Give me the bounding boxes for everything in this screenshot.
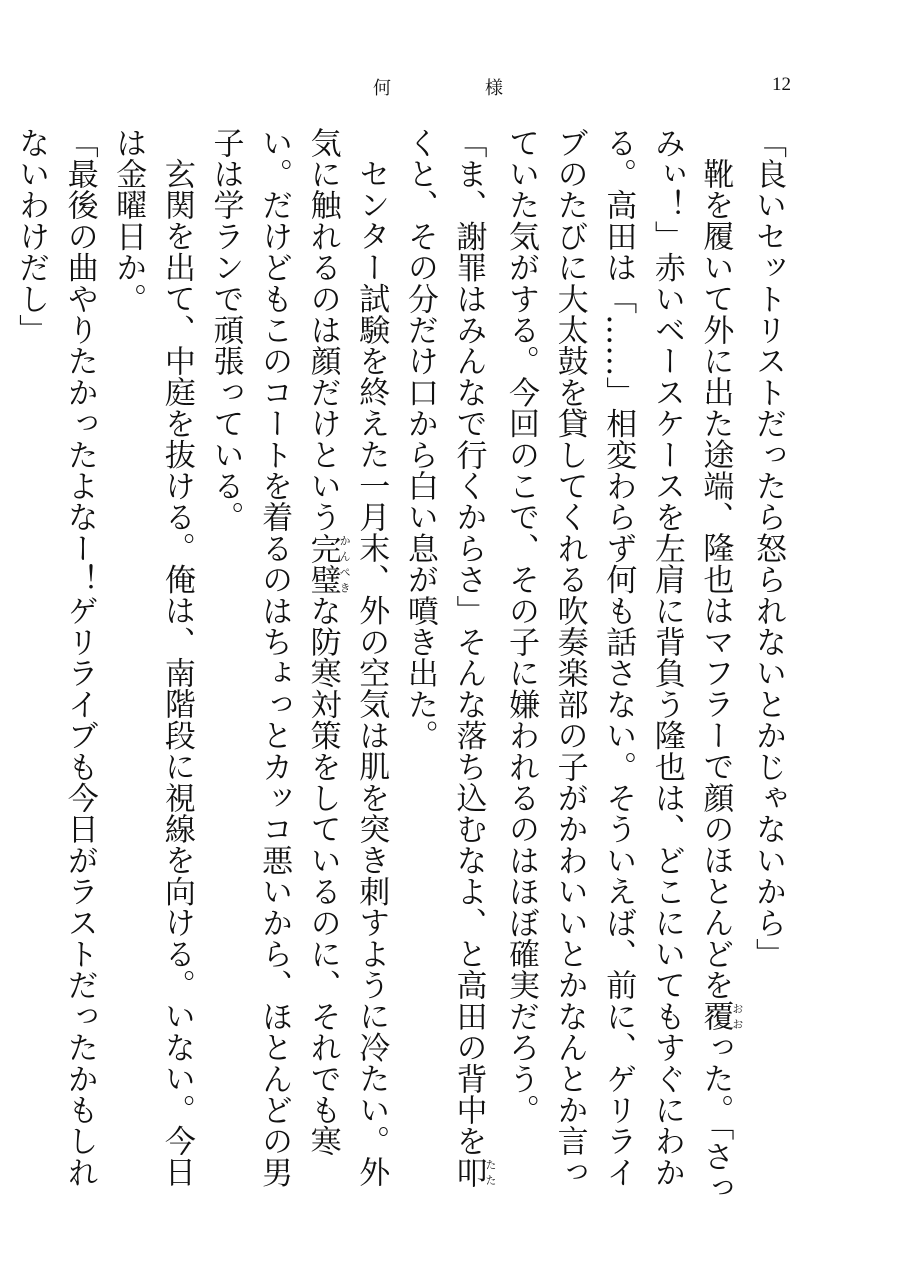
paragraph-2-text-b: った。「さっみぃ！」赤いベースケースを左肩に背負う隆也は、どこにいてもすぐにわかる。高田は「……」相変わらず何も話さない。そういえば、前に、ゲリライブのたびに大太鼓を貸してくれる吹奏楽部の子がかわいいとかなんとか言っていた気がする。今回のこで、その子に嫌われるのはほぼ確実だろう。 — [503, 127, 734, 1204]
paragraph-3 — [395, 127, 496, 1215]
paragraph-5-text: 玄関を出て、中庭を抜ける。俺は、南階段に視線を向ける。いない。今日は金曜日か。 — [110, 127, 195, 1188]
paragraph-5 — [104, 127, 201, 1215]
paragraph-3-text-b: くと、その分だけ口から白い息が噴き出た。 — [401, 127, 438, 751]
ruby-oo — [697, 1000, 744, 1032]
running-header — [0, 74, 900, 104]
ruby-kanpeki — [304, 532, 352, 596]
ruby-reading-oo: おお — [730, 1000, 744, 1032]
paragraph-2-text-a: 靴を履いて外に出た途端、隆也はマフラーで顔のほとんどを — [697, 158, 734, 1001]
paragraph-3-text-a: 「ま、謝罪はみんなで行くからさ」そんな落ち込むなよ、と高田の背中を — [450, 127, 487, 1157]
ruby-tata — [450, 1156, 497, 1188]
paragraph-4-text-a: センター試験を終えた一月末、外の空気は肌を突き刺すように冷たい。外気に触れるのは顔だけという — [304, 127, 390, 1188]
paragraph-1-text: 「良いセットリストだったら怒られないとかじゃないから」 — [750, 127, 786, 970]
ruby-reading-tata: たた — [483, 1156, 497, 1188]
ruby-base-oo: 覆 — [697, 1000, 734, 1032]
ruby-base-kanpeki: 完璧 — [304, 532, 341, 596]
paragraph-6-text: 「最後の曲やりたかったよなー！ゲリライブも今日がラストだったかもしれないわけだし」 — [13, 127, 98, 1188]
paragraph-4 — [201, 127, 395, 1215]
paragraph-1 — [743, 127, 792, 1215]
ruby-base-tata: 叩 — [450, 1156, 487, 1188]
ruby-reading-kanpeki: かんぺき — [338, 532, 352, 596]
vertical-body-text — [13, 127, 792, 1215]
paragraph-2 — [496, 127, 743, 1215]
paragraph-6 — [7, 127, 104, 1215]
paragraph-4-text-b: な防寒対策をしているのに、それでも寒い。だけどもこのコートを着るのはちょっとカッコ悪いから、ほとんどの男子は学ランで頑張っている。 — [207, 127, 341, 1188]
page-number: 12 — [772, 74, 791, 95]
chapter-title: 何様 — [373, 78, 597, 99]
